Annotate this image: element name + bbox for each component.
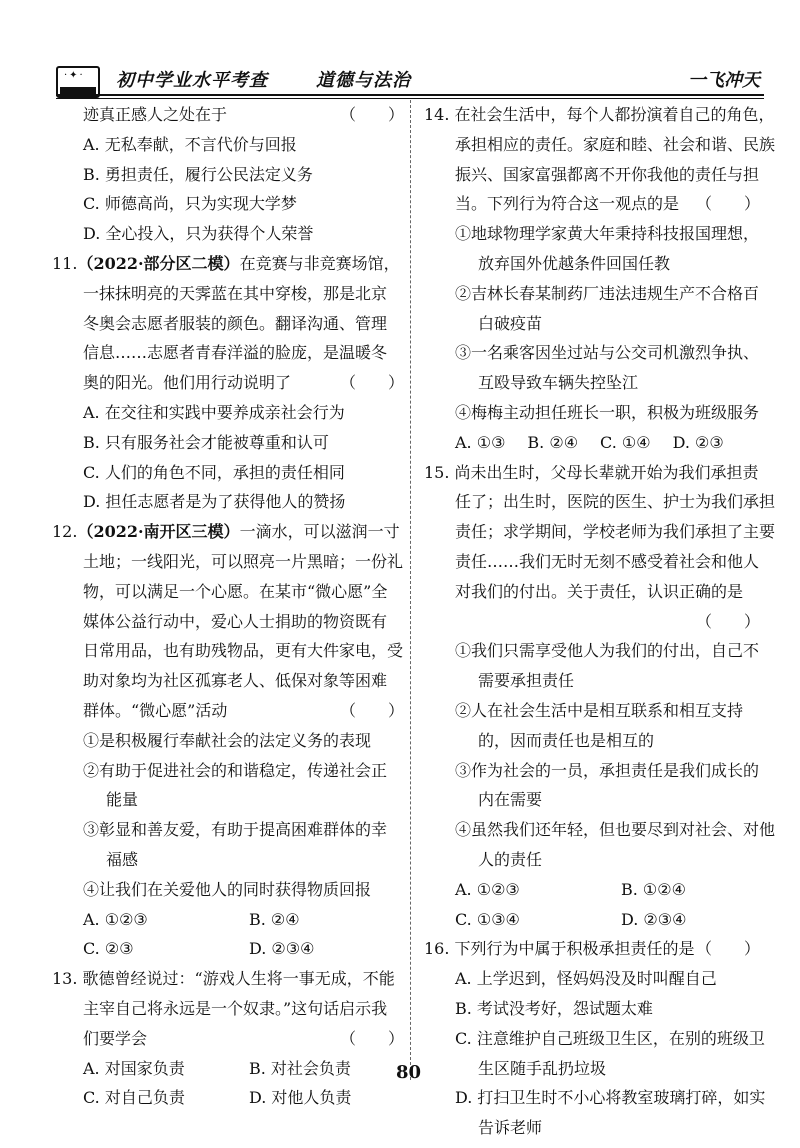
q15-item-2: ②人在社会生活中是相互联系和相互支持 — [455, 700, 744, 720]
q11-stem-line-1: 11.（2022·部分区二模）在竞赛与非竞赛场馆， — [52, 253, 400, 273]
q10-stem: 迹真正感人之处在于 （ ） — [52, 100, 404, 130]
q11-option-b: B. 只有服务社会才能被尊重和认可 — [83, 432, 329, 452]
q11-option-c: C. 人们的角色不同，承担的责任相同 — [83, 462, 345, 482]
q15-stem-line-1: 15. 尚未出生时，父母长辈就开始为我们承担责 — [424, 462, 759, 482]
q12-stem-line-2: 土地；一线阳光，可以照亮一片黑暗；一份礼 — [83, 551, 404, 571]
q16-option-d: D. 打扫卫生时不小心将教室玻璃打碎，如实 — [455, 1088, 766, 1108]
q15-option-d: D. ②③④ — [621, 909, 687, 929]
q11-stem-line-2: 一抹抹明亮的天霁蓝在其中穿梭，那是北京 — [83, 283, 388, 303]
answer-paren: （ ） — [339, 373, 404, 393]
source-tag: （2022·部分区二模） — [77, 253, 240, 273]
q14-stem-line-2: 承担相应的责任。家庭和睦、社会和谐、民族 — [455, 134, 776, 154]
q11-option-a: A. 在交往和实践中要养成亲社会行为 — [83, 402, 345, 422]
q16-stem: 16. 下列行为中属于积极承担责任的是 （ ） — [424, 934, 760, 964]
q15-item-3: ③作为社会的一员，承担责任是我们成长的 — [455, 760, 760, 780]
q12-stem-line-3: 物，可以满足一个心愿。在某市“微心愿”全 — [83, 581, 388, 601]
q13-stem-line-1: 13. 歌德曾经说过：“游戏人生将一事无成，不能 — [52, 969, 395, 989]
q14-item-4: ④梅梅主动担任班长一职，积极为班级服务 — [455, 402, 760, 422]
q10-option-a: A. 无私奉献，不言代价与回报 — [83, 134, 297, 154]
q16-option-b: B. 考试没考好，怨试题太难 — [455, 998, 653, 1018]
q14-item-1-cont: 放弃国外优越条件回国任教 — [478, 253, 671, 273]
q11-option-d: D. 担任志愿者是为了获得他人的赞扬 — [83, 492, 346, 512]
q15-item-1: ①我们只需享受他人为我们的付出，自己不 — [455, 641, 760, 661]
q14-item-2-cont: 白破疫苗 — [478, 313, 543, 333]
q16-option-c: C. 注意维护自己班级卫生区，在别的班级卫 — [455, 1028, 765, 1048]
header-rule — [56, 94, 764, 96]
column-divider — [410, 100, 411, 1080]
q14-stem-line-3: 振兴、国家富强都离不开你我他的责任与担 — [455, 164, 760, 184]
q15-stem-line-4: 责任……我们无时无刻不感受着社会和他人 — [455, 551, 760, 571]
q12-item-3: ③彰显和善友爱，有助于提高困难群体的幸 — [83, 820, 388, 840]
q12-item-3-cont: 福感 — [106, 849, 139, 869]
answer-paren: （ ） — [339, 1028, 404, 1048]
q10-option-d: D. 全心投入，只为获得个人荣誉 — [83, 224, 314, 244]
q12-option-a: A. ①②③ — [83, 909, 148, 929]
source-tag: （2022·南开区三模） — [77, 522, 240, 542]
q15-item-3-cont: 内在需要 — [478, 790, 543, 810]
q12-item-1: ①是积极履行奉献社会的法定义务的表现 — [83, 730, 372, 750]
q15-item-2-cont: 的，因而责任也是相互的 — [478, 730, 655, 750]
q15-item-1-cont: 需要承担责任 — [478, 671, 575, 691]
q12-option-b: B. ②④ — [249, 909, 300, 929]
q12-options-row-2 — [52, 934, 404, 964]
q11-stem-line-3: 冬奥会志愿者服装的颜色。翻译沟通、管理 — [83, 313, 388, 333]
answer-paren: （ ） — [695, 611, 760, 631]
q14-option-a: A. ①③ — [455, 432, 506, 452]
q15-paren-line — [424, 607, 760, 637]
q15-stem-line-5: 对我们的付出。关于责任，认识正确的是 — [455, 581, 744, 601]
answer-paren: （ ） — [339, 700, 404, 720]
q12-stem-line-7: 群体。“微心愿”活动 （ ） — [52, 696, 404, 726]
q16-option-a: A. 上学迟到，怪妈妈没及时叫醒自己 — [455, 969, 717, 989]
q13-option-b: B. 对社会负责 — [249, 1058, 351, 1078]
q15-stem-line-2: 任了；出生时，医院的医生、护士为我们承担 — [455, 492, 776, 512]
q14-options-row — [424, 428, 760, 458]
header-brand: 一飞冲天 — [688, 70, 760, 91]
q14-option-b: B. ②④ — [527, 432, 579, 452]
header-title: 初中学业水平考查 — [116, 70, 268, 91]
q15-options-row-1 — [424, 875, 760, 905]
q11-stem-line-5: 奥的阳光。他们用行动说明了 （ ） — [52, 368, 404, 398]
q14-item-2: ②吉林长春某制药厂违法违规生产不合格百 — [455, 283, 760, 303]
header-subject: 道德与法治 — [316, 70, 411, 91]
q12-option-d: D. ②③④ — [249, 939, 315, 959]
q14-option-d: D. ②③ — [672, 432, 724, 452]
left-column — [52, 100, 404, 1113]
q14-item-3: ③一名乘客因坐过站与公交司机激烈争执、 — [455, 343, 760, 363]
answer-paren: （ ） — [695, 194, 760, 214]
q12-item-2: ②有助于促进社会的和谐稳定，传递社会正 — [83, 760, 388, 780]
q12-item-2-cont: 能量 — [106, 790, 139, 810]
q10-option-c: C. 师德高尚，只为实现大学梦 — [83, 194, 297, 214]
q13-stem-line-2: 主宰自己将永远是一个奴隶。”这句话启示我 — [83, 998, 388, 1018]
q12-item-4: ④让我们在关爱他人的同时获得物质回报 — [83, 879, 372, 899]
q12-stem-line-1: 12.（2022·南开区三模）一滴水，可以滋润一寸 — [52, 522, 400, 542]
q14-item-1: ①地球物理学家黄大年秉持科技报国理想， — [455, 224, 760, 244]
logo-icon: ·✦· — [56, 66, 100, 98]
q12-option-c: C. ②③ — [83, 939, 134, 959]
answer-paren: （ ） — [339, 105, 404, 124]
q15-item-4-cont: 人的责任 — [478, 849, 543, 869]
q12-stem-line-6: 助对象均为社区孤寡老人、低保对象等困难 — [83, 671, 388, 691]
q12-stem-line-5: 日常用品，也有助残物品，更有大件家电，受 — [83, 641, 404, 661]
q14-stem-line-4: 当。下列行为符合这一观点的是 （ ） — [424, 189, 760, 219]
q15-stem-line-3: 责任；求学期间，学校老师为我们承担了主要 — [455, 522, 776, 542]
q15-option-c: C. ①③④ — [455, 909, 520, 929]
q13-option-a: A. 对国家负责 — [83, 1058, 185, 1078]
q15-option-a: A. ①②③ — [455, 879, 520, 899]
q16-option-c-cont: 生区随手乱扔垃圾 — [478, 1058, 607, 1078]
q15-item-4: ④虽然我们还年轻，但也要尽到对社会、对他 — [455, 820, 776, 840]
q14-option-c: C. ①④ — [600, 432, 651, 452]
page-number: 80 — [396, 1062, 422, 1083]
q15-options-row-2 — [424, 905, 760, 935]
q13-stem-line-3: 们要学会 （ ） — [52, 1024, 404, 1054]
q13-option-c: C. 对自己负责 — [83, 1088, 185, 1108]
q13-options-row-2 — [52, 1083, 404, 1113]
answer-paren: （ ） — [695, 939, 760, 959]
q15-option-b: B. ①②④ — [621, 879, 686, 899]
q16-option-d-cont: 告诉老师 — [478, 1118, 543, 1138]
q13-option-d: D. 对他人负责 — [249, 1088, 352, 1108]
q12-stem-line-4: 媒体公益行动中，爱心人士捐助的物资既有 — [83, 611, 388, 631]
right-column — [424, 100, 776, 1143]
page-header — [56, 58, 764, 98]
q14-stem-line-1: 14. 在社会生活中，每个人都扮演着自己的角色， — [424, 105, 775, 124]
q14-item-3-cont: 互殴导致车辆失控坠江 — [478, 373, 639, 393]
q11-stem-line-4: 信息……志愿者青春洋溢的脸庞，是温暖冬 — [83, 343, 388, 363]
q13-options-row-1 — [52, 1054, 404, 1084]
header-rule-thin — [56, 98, 764, 99]
q12-options-row-1 — [52, 905, 404, 935]
q10-option-b: B. 勇担责任，履行公民法定义务 — [83, 164, 313, 184]
